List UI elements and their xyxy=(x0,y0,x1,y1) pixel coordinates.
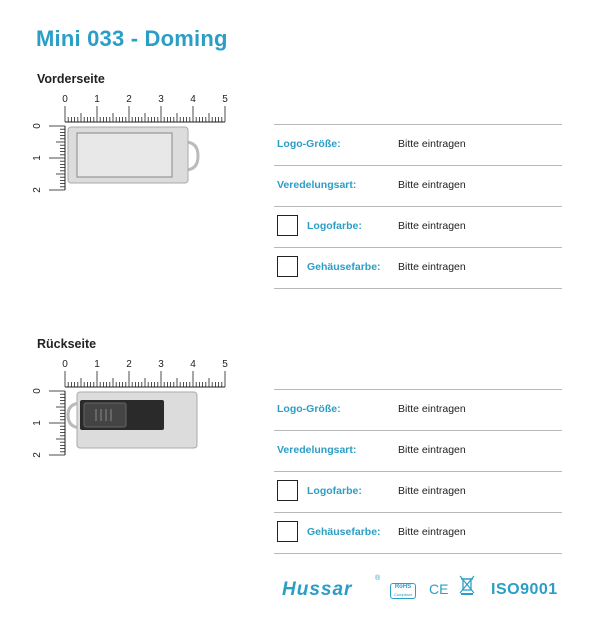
front-ruler-h-3: 3 xyxy=(158,94,164,105)
front-row-finishing xyxy=(274,165,562,206)
back-ruler-h-2: 2 xyxy=(126,359,132,370)
back-logo-size-value[interactable]: Bitte eintragen xyxy=(398,403,466,415)
front-row-logo-size xyxy=(274,124,562,165)
front-housing-color-checkbox[interactable] xyxy=(277,256,298,277)
back-ruler-v-2: 2 xyxy=(32,452,43,458)
back-row-housing-color xyxy=(274,512,562,554)
weee-bin-icon xyxy=(459,574,475,596)
front-row-housing-color xyxy=(274,247,562,289)
back-ruler-h-4: 4 xyxy=(190,359,196,370)
front-ruler-svg xyxy=(30,90,230,200)
front-form xyxy=(274,124,562,289)
back-housing-color-label: Gehäusefarbe: xyxy=(307,526,381,538)
front-logo-size-label: Logo-Größe: xyxy=(277,138,341,150)
back-section-label: Rückseite xyxy=(37,337,97,351)
registered-mark: ® xyxy=(375,575,381,582)
front-ruler-h-0: 0 xyxy=(62,94,68,105)
rohs-badge xyxy=(390,583,416,599)
front-row-logo-color xyxy=(274,206,562,247)
front-logo-color-value[interactable]: Bitte eintragen xyxy=(398,220,466,232)
back-finishing-value[interactable]: Bitte eintragen xyxy=(398,444,466,456)
back-ruler-h-0: 0 xyxy=(62,359,68,370)
front-ruler-h-1: 1 xyxy=(94,94,100,105)
back-ruler-illustration xyxy=(30,355,230,458)
back-logo-size-label: Logo-Größe: xyxy=(277,403,341,415)
rohs-text: RoHS xyxy=(394,584,412,590)
back-form xyxy=(274,389,562,554)
front-ruler-ticks xyxy=(65,106,225,122)
back-ruler-h-3: 3 xyxy=(158,359,164,370)
front-logo-size-value[interactable]: Bitte eintragen xyxy=(398,138,466,150)
back-logo-color-value[interactable]: Bitte eintragen xyxy=(398,485,466,497)
front-usb-doming-area xyxy=(77,133,172,177)
front-finishing-label: Veredelungsart: xyxy=(277,179,357,191)
front-finishing-value[interactable]: Bitte eintragen xyxy=(398,179,466,191)
back-ruler-ticks-vertical xyxy=(49,391,65,455)
back-ruler-h-1: 1 xyxy=(94,359,100,370)
back-ruler-svg xyxy=(30,355,230,465)
back-row-logo-color xyxy=(274,471,562,512)
back-row-logo-size xyxy=(274,389,562,430)
front-logo-color-label: Logofarbe: xyxy=(307,220,362,232)
front-ruler-v-0: 0 xyxy=(32,123,43,129)
back-housing-color-checkbox[interactable] xyxy=(277,521,298,542)
back-ruler-ticks xyxy=(65,371,225,387)
page-title: Mini 033 - Doming xyxy=(36,26,228,51)
front-logo-color-checkbox[interactable] xyxy=(277,215,298,236)
front-housing-color-value[interactable]: Bitte eintragen xyxy=(398,261,466,273)
iso-9001-logo: ISO9001 xyxy=(491,581,558,598)
front-ruler-v-1: 1 xyxy=(32,155,43,161)
back-housing-color-value[interactable]: Bitte eintragen xyxy=(398,526,466,538)
back-ruler-v-1: 1 xyxy=(32,420,43,426)
footer-logos xyxy=(282,572,582,606)
front-section-label: Vorderseite xyxy=(37,72,105,86)
back-ruler-h-5: 5 xyxy=(222,359,228,370)
back-logo-color-label: Logofarbe: xyxy=(307,485,362,497)
back-logo-color-checkbox[interactable] xyxy=(277,480,298,501)
front-housing-color-label: Gehäusefarbe: xyxy=(307,261,381,273)
front-ruler-illustration xyxy=(30,90,230,193)
ce-mark: CE xyxy=(429,581,449,597)
back-usb-slider-button xyxy=(84,403,126,427)
back-finishing-label: Veredelungsart: xyxy=(277,444,357,456)
front-ruler-h-2: 2 xyxy=(126,94,132,105)
front-ruler-h-4: 4 xyxy=(190,94,196,105)
front-ruler-v-2: 2 xyxy=(32,187,43,193)
back-ruler-v-0: 0 xyxy=(32,388,43,394)
back-row-finishing xyxy=(274,430,562,471)
hussar-logo: Hussar xyxy=(282,579,353,600)
front-ruler-h-5: 5 xyxy=(222,94,228,105)
front-ruler-ticks-vertical xyxy=(49,126,65,190)
rohs-subtext: Compliant xyxy=(393,592,412,597)
